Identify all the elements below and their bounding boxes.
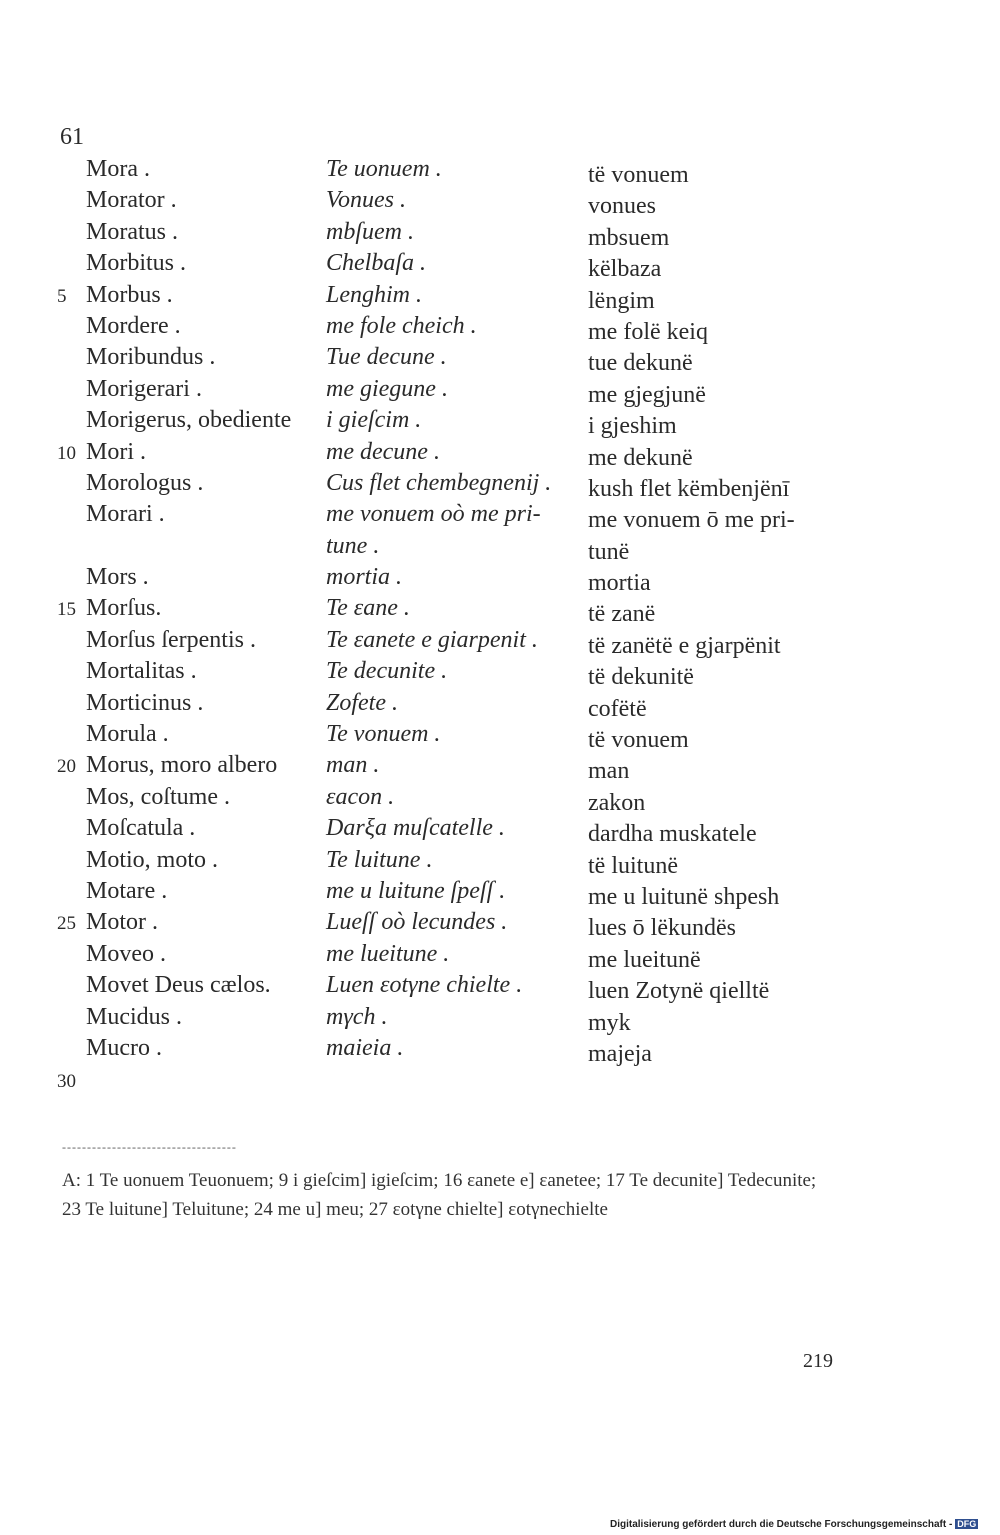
original-albanian: me decune . [326,438,440,465]
entry-row [0,721,1000,752]
latin-term: Motare . [86,877,168,904]
original-albanian: mγch . [326,1003,388,1030]
entry-row [0,941,1000,972]
modern-albanian: dardha muskatele [588,821,757,848]
modern-albanian: me folë keiq [588,318,708,345]
modern-albanian: me gjegjunë [588,381,706,408]
dictionary-entries [0,156,1000,1066]
modern-albanian: të luitunë [588,852,678,879]
original-albanian: maieia . [326,1034,404,1061]
entry-row [0,187,1000,218]
original-albanian: i gieſcim . [326,407,422,434]
latin-term: Morigerari . [86,375,202,402]
modern-albanian: zakon [588,789,646,816]
modern-albanian: me vonuem ō me pri- [588,507,795,534]
latin-term: Morologus . [86,469,204,496]
original-albanian: Tue decune . [326,344,447,371]
latin-term: Morſus ſerpentis . [86,626,256,653]
entry-row [0,909,1000,940]
entry-row [0,1004,1000,1035]
modern-albanian: majeja [588,1040,652,1067]
original-albanian: me u luitune ſpeſſ . [326,877,506,904]
modern-albanian: të zanëtë e gjarpënit [588,632,781,659]
latin-term: Motio, moto . [86,846,219,873]
entry-row [0,407,1000,438]
modern-albanian: mortia [588,570,651,597]
modern-albanian: me u luitunë shpesh [588,883,780,910]
modern-albanian: me lueitunë [588,946,701,973]
entry-row [0,564,1000,595]
footnote-rule: ----------------------------------- [62,1140,237,1154]
latin-term: Mucro . [86,1034,162,1061]
modern-albanian: tue dekunë [588,350,693,377]
modern-albanian: me dekunë [588,444,693,471]
original-albanian: εacon . [326,783,395,810]
modern-albanian: të vonuem [588,727,689,754]
modern-albanian: i gjeshim [588,413,677,440]
original-albanian: mbſuem . [326,218,414,245]
entry-row [0,627,1000,658]
latin-term: Moſcatula . [86,815,196,842]
page-number: 219 [803,1350,833,1372]
entry-row [0,533,1000,564]
modern-albanian: vonues [588,193,656,220]
latin-term: Morbus . [86,281,173,308]
original-albanian: me vonuem oò me pri- [326,501,541,528]
original-albanian: Lenghim . [326,281,422,308]
entry-row [0,219,1000,250]
modern-albanian: mbsuem [588,224,670,251]
original-albanian: mortia . [326,564,403,591]
digitization-credit [610,1519,978,1530]
original-albanian: Chelbaſa . [326,250,426,277]
latin-term: Moratus . [86,218,178,245]
latin-term: Movet Deus cælos. [86,972,271,999]
entry-row [0,439,1000,470]
latin-term: Morigerus, obediente [86,407,292,434]
column-number: 61 [60,124,84,150]
line-number: 10 [57,442,76,464]
line-number: 25 [57,913,76,935]
entry-row [0,815,1000,846]
line-number: 15 [57,599,76,621]
latin-term: Mordere . [86,312,181,339]
line-number: 30 [57,1071,76,1092]
original-albanian: Te vonuem . [326,721,441,748]
entry-row [0,972,1000,1003]
entry-row [0,784,1000,815]
original-albanian: Lueſſ oò lecundes . [326,909,508,936]
latin-term: Mucidus . [86,1003,182,1030]
line-number: 5 [57,285,67,307]
line-number: 20 [57,756,76,778]
latin-term: Mors . [86,564,149,591]
modern-albanian: të zanë [588,601,656,628]
original-albanian: Te luitune . [326,846,433,873]
original-albanian: me lueitune . [326,940,450,967]
modern-albanian: kush flet këmbenjënī [588,475,790,502]
entry-row [0,752,1000,783]
modern-albanian: këlbaza [588,256,662,283]
modern-albanian: të vonuem [588,162,689,188]
original-albanian: me fole cheich . [326,312,477,339]
entry-row [0,156,1000,187]
credit-text: Digitalisierung gefördert durch die Deutsche Forschungsgemeinschaft - [610,1519,953,1530]
entry-row [0,847,1000,878]
entry-row [0,1035,1000,1066]
latin-term: Morſus. [86,595,162,622]
entry-row [0,282,1000,313]
latin-term: Motor . [86,909,158,936]
original-albanian: Zofete . [326,689,398,716]
latin-term: Mori . [86,438,146,465]
original-albanian: Te εanete e giarpenit . [326,626,538,653]
latin-term: Mortalitas . [86,658,197,685]
modern-albanian: cofëtë [588,695,647,722]
latin-term: Mora . [86,156,150,182]
modern-albanian: të dekunitë [588,664,694,691]
modern-albanian: lëngim [588,287,655,314]
original-albanian: me giegune . [326,375,448,402]
entry-row [0,658,1000,689]
footnote-apparatus: A: 1 Te uonuem Teuonuem; 9 i gieſcim] igieſcim; 16 εanete e] εanetee; 17 Te decunite] Tedecunite; 23 Te luitune] Teluitune; 24 me u] meu; 27 εotγne chielte] εotγnechielte [62,1170,817,1220]
entry-row [0,501,1000,532]
dfg-logo: DFG [957,1519,977,1529]
modern-albanian: tunë [588,538,630,565]
latin-term: Morari . [86,501,165,528]
latin-term: Morticinus . [86,689,204,716]
original-albanian: Luen εotγne chielte . [326,972,523,999]
modern-albanian: man [588,758,630,785]
modern-albanian: lues ō lëkundës [588,915,736,942]
original-albanian: tune . [326,532,380,559]
modern-albanian: luen Zotynë qielltë [588,978,770,1005]
entry-row [0,376,1000,407]
latin-term: Moribundus . [86,344,216,371]
original-albanian: Te εane . [326,595,410,622]
original-albanian: Vonues . [326,187,406,214]
latin-term: Morator . [86,187,177,214]
original-albanian: Te decunite . [326,658,448,685]
original-albanian: Cus flet chembegnenij . [326,469,552,496]
original-albanian: Darξa muſcatelle . [326,815,505,842]
latin-term: Morbitus . [86,250,187,277]
entry-row [0,878,1000,909]
latin-term: Moveo . [86,940,166,967]
latin-term: Mos, coſtume . [86,783,230,810]
modern-albanian: myk [588,1009,631,1036]
entry-row [0,344,1000,375]
latin-term: Morus, moro albero [86,752,278,779]
original-albanian: man . [326,752,380,779]
entry-row [0,313,1000,344]
entry-row [0,250,1000,281]
entry-row [0,690,1000,721]
original-albanian: Te uonuem . [326,156,442,182]
entry-row [0,595,1000,626]
entry-row [0,470,1000,501]
latin-term: Morula . [86,721,169,748]
